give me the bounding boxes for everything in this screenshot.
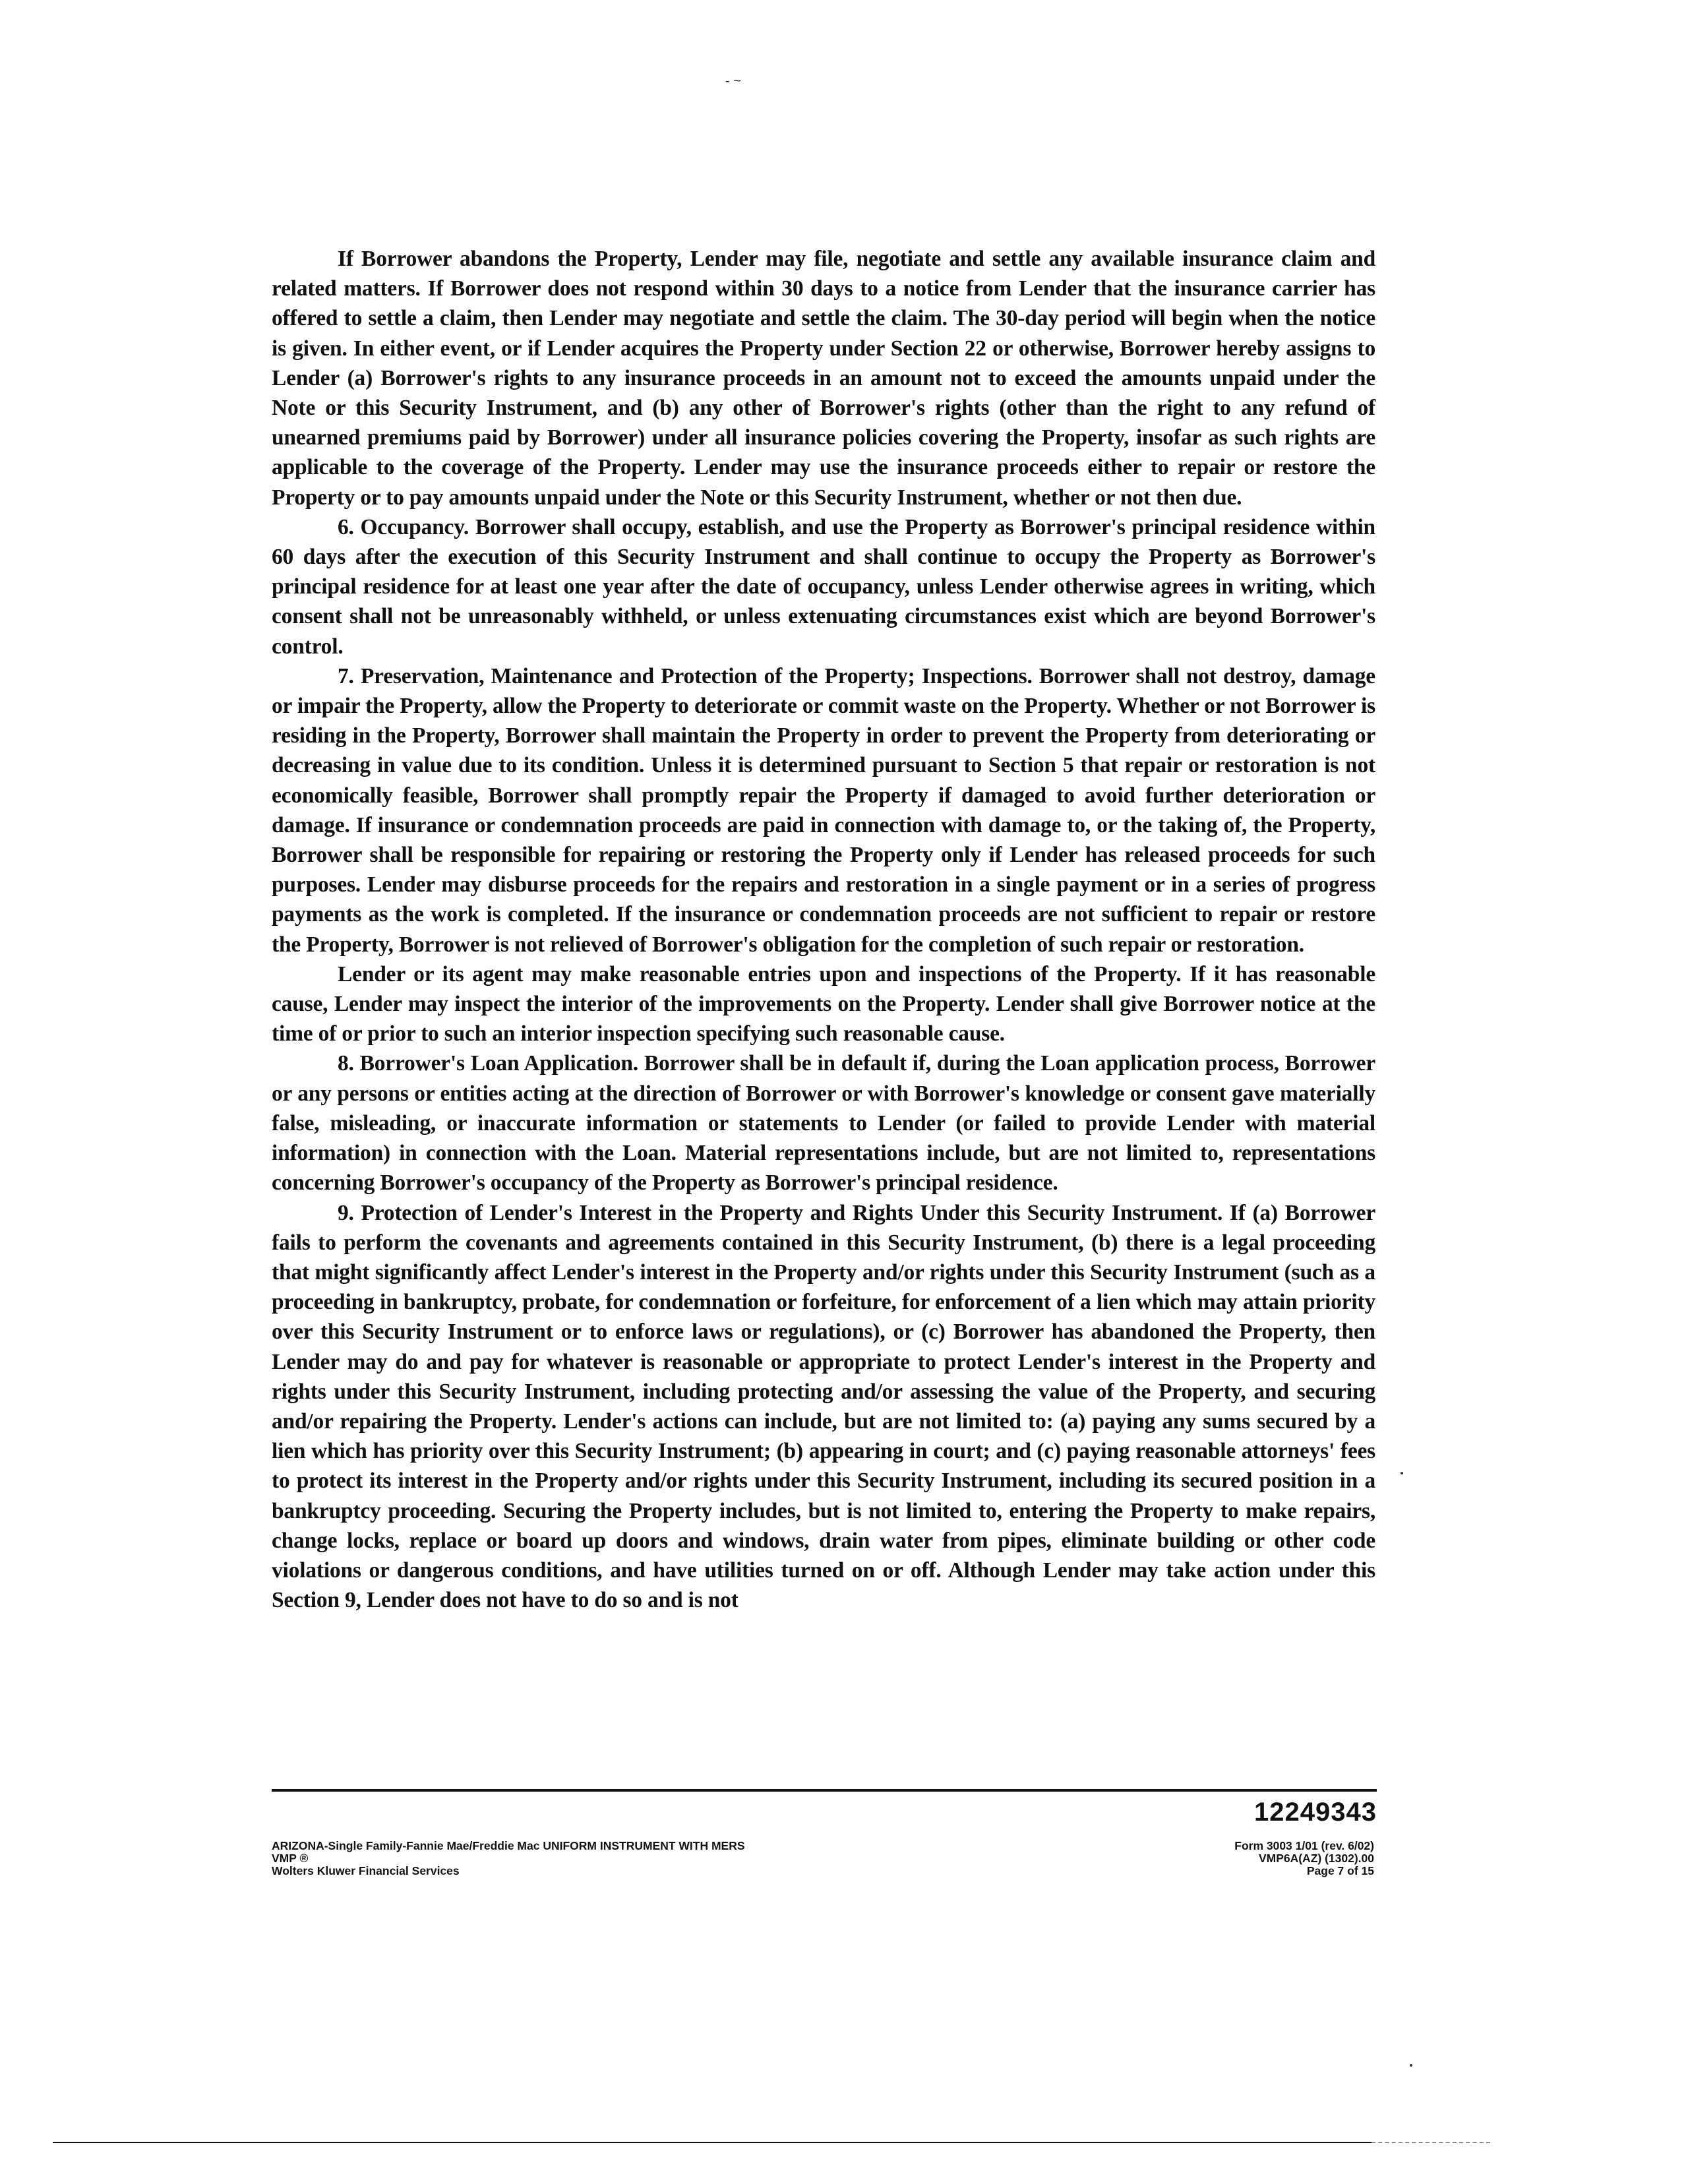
footer-vmp-code: VMP6A(AZ) (1302).00 (1258, 1852, 1374, 1865)
footer-page-number: Page 7 of 15 (1306, 1864, 1374, 1877)
document-number: 12249343 (1254, 1798, 1377, 1827)
paragraph-occupancy (272, 512, 1375, 661)
footer-vmp-mark: VMP ® (272, 1852, 309, 1865)
document-body (272, 244, 1375, 1615)
paragraph-text: Lender or its agent may make reasonable entries upon and inspections of the Property. If it has reasonable cause, Lender may inspect the interior of the improvements on the Property. Lender shall give Borrower notice at the time of or prior to such an interior inspection specifying such reasonable cause. (272, 961, 1375, 1046)
paragraph-heading: 7. Preservation, Maintenance and Protection of the Property; Inspections. (338, 663, 1033, 688)
paragraph-text: Borrower shall not destroy, damage or impair the Property, allow the Property to deteriorate or commit waste on the Property. Whether or not Borrower is residing in the Property, Borrower shall maintain the Property in order to prevent the Property from deteriorating or decreasing in value due to its condition. Unless it is determined pursuant to Section 5 that repair or restoration is not economically feasible, Borrower shall promptly repair the Property if damaged to avoid further deterioration or damage. If insurance or condemnation proceeds are paid in connection with damage to, or the taking of, the Property, Borrower shall be responsible for repairing or restoring the Property only if Lender has released proceeds for such purposes. Lender may disburse proceeds for the repairs and restoration in a single payment or in a series of progress payments as the work is completed. If the insurance or condemnation proceeds are not sufficient to repair or restore the Property, Borrower is not relieved of Borrower's obligation for the completion of such repair or restoration. (272, 663, 1375, 957)
paragraph-text: If Borrower abandons the Property, Lender may file, negotiate and settle any available insurance claim and related matters. If Borrower does not respond within 30 days to a notice from Lender that the insurance carrier has offered to settle a claim, then Lender may negotiate and settle the claim. The 30-day period will begin when the notice is given. In either event, or if Lender acquires the Property under Section 22 or otherwise, Borrower hereby assigns to Lender (a) Borrower's rights to any insurance proceeds in an amount not to exceed the amounts unpaid under the Note or this Security Instrument, and (b) any other of Borrower's rights (other than the right to any refund of unearned premiums paid by Borrower) under all insurance policies covering the Property, insofar as such rights are applicable to the coverage of the Property. Lender may use the insurance proceeds either to repair or restore the Property or to pay amounts unpaid under the Note or this Security Instrument, whether or not then due. (272, 247, 1375, 510)
paragraph-text: Borrower shall be in default if, during the Loan application process, Borrower or any persons or entities acting at the direction of Borrower or with Borrower's knowledge or consent gave materially false, misleading, or inaccurate information or statements to Lender (or failed to provide Lender with material information) in connection with the Loan. Material representations include, but are not limited to, representations concerning Borrower's occupancy of the Property as Borrower's principal residence. (272, 1051, 1375, 1196)
paragraph-heading: 8. Borrower's Loan Application. (338, 1051, 638, 1076)
paragraph-text: Borrower shall occupy, establish, and use the Property as Borrower's principal residence within 60 days after the execution of this Security Instrument and shall continue to occupy the Property as Borrower's principal residence for at least one year after the date of occupancy, unless Lender otherwise agrees in writing, which consent shall not be unreasonably withheld, or unless extenuating circumstances exist which are beyond Borrower's control. (272, 514, 1375, 659)
scan-edge-line (53, 2142, 1372, 2143)
footer-form-info (272, 1840, 745, 1877)
footer-form-title: ARIZONA-Single Family-Fannie Mae/Freddie Mac UNIFORM INSTRUMENT WITH MERS (272, 1839, 745, 1852)
paragraph-protection-of-interest (272, 1198, 1375, 1616)
footer-form-number: Form 3003 1/01 (rev. 6/02) (1234, 1839, 1374, 1852)
scan-edge-dash (1372, 2142, 1490, 2143)
paragraph-preservation (272, 661, 1375, 959)
paragraph-inspections (272, 959, 1375, 1049)
paragraph-text: If (a) Borrower fails to perform the covenants and agreements contained in this Security Instrument, (b) there is a legal proceeding that might significantly affect Lender's interest in the Property and/or rights under this Security Instrument (such as a proceeding in bankruptcy, probate, for condemnation or forfeiture, for enforcement of a lien which may attain priority over this Security Instrument or to enforce laws or regulations), or (c) Borrower has abandoned the Property, then Lender may do and pay for whatever is reasonable or appropriate to protect Lender's interest in the Property and rights under this Security Instrument, including protecting and/or assessing the value of the Property, and securing and/or repairing the Property. Lender's actions can include, but are not limited to: (a) paying any sums secured by a lien which has priority over this Security Instrument; (b) appearing in court; and (c) paying reasonable attorneys' fees to protect its interest in the Property and/or rights under this Security Instrument, including its secured position in a bankruptcy proceeding. Securing the Property includes, but is not limited to, entering the Property to make repairs, change locks, replace or board up doors and windows, drain water from pipes, eliminate building or other code violations or dangerous conditions, and have utilities turned on or off. Although Lender may take action under this Section 9, Lender does not have to do so and is not (272, 1200, 1375, 1613)
footer-form-ids (1234, 1840, 1374, 1877)
scan-artifact-mark: - ~ (725, 74, 741, 88)
scan-speck (1410, 2064, 1412, 2067)
paragraph-heading: 6. Occupancy. (338, 514, 469, 539)
paragraph-loan-application (272, 1048, 1375, 1198)
footer-divider (272, 1789, 1377, 1792)
footer-publisher: Wolters Kluwer Financial Services (272, 1864, 460, 1877)
scan-speck (1401, 1472, 1403, 1474)
paragraph-heading: 9. Protection of Lender's Interest in the Property and Rights Under this Security Instrument. (338, 1200, 1223, 1225)
paragraph-insurance-abandonment (272, 244, 1375, 512)
